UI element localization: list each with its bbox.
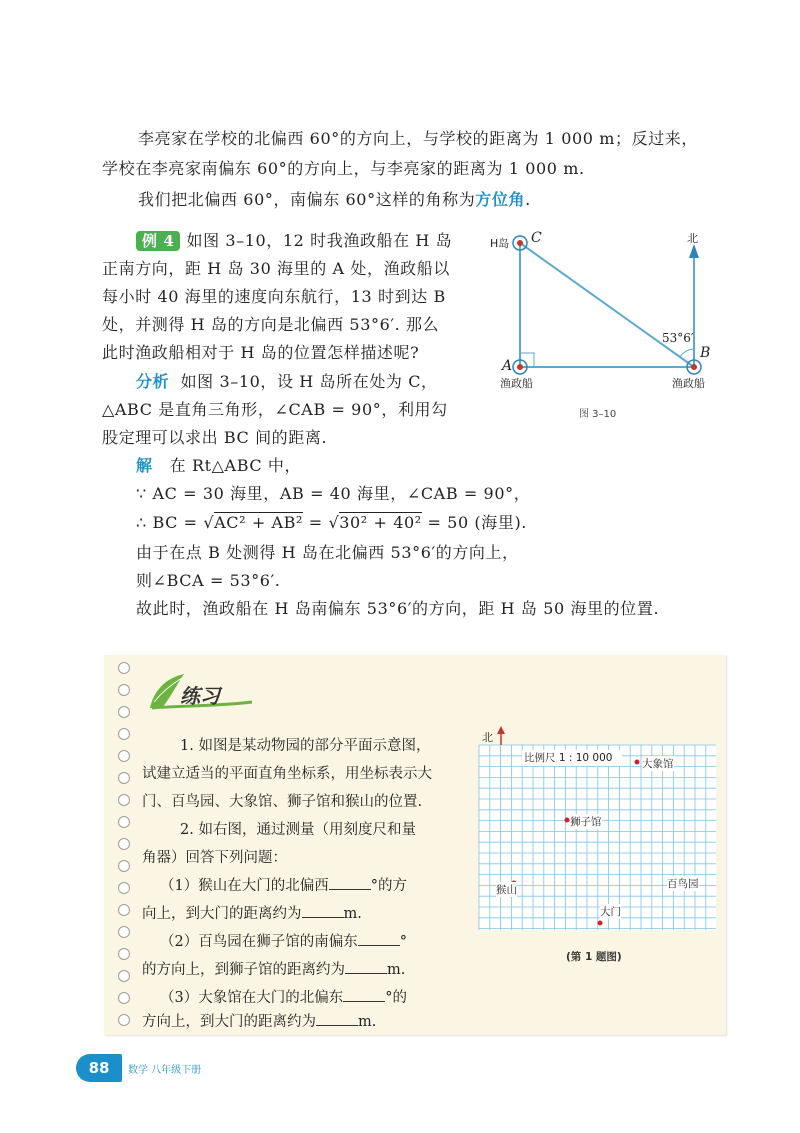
term-bearing-angle: 方位角	[475, 190, 526, 209]
binding-ring	[118, 706, 130, 718]
practice-title: 练习	[180, 684, 220, 708]
analysis-line-3: 股定理可以求出 BC 间的距离.	[102, 428, 328, 447]
north-arrow-icon	[497, 726, 505, 734]
q2-part2-text: （2）百鸟园在狮子馆的南偏东	[160, 934, 358, 950]
binding-ring	[118, 662, 130, 674]
example-line-3: 每小时 40 海里的速度向东航行，13 时到达 B	[102, 287, 446, 306]
intro-line-3-text: 我们把北偏西 60°，南偏东 60°这样的角称为	[138, 190, 476, 209]
intro-line-3	[138, 189, 531, 211]
binding-ring	[118, 904, 130, 916]
label-c: C	[531, 230, 542, 246]
example-line-2: 正南方向，距 H 岛 30 海里的 A 处，渔政船以	[102, 259, 450, 278]
q2-line-1: 2. 如右图，通过测量（用刻度尺和量	[180, 822, 416, 838]
binding-ring	[118, 970, 130, 982]
map-scale: 比例尺 1 : 10 000	[524, 752, 613, 764]
map-north-label: 北	[482, 731, 493, 744]
book-title: 数学 八年级下册	[128, 1065, 202, 1076]
answer-blank[interactable]	[358, 931, 400, 946]
intro-line-3-end: .	[525, 190, 531, 209]
q2-part3-line-2	[142, 1011, 376, 1033]
analysis-line-2: △ABC 是直角三角形，∠CAB = 90°，利用勾	[102, 400, 448, 419]
label-elephant-hall: 大象馆	[642, 758, 674, 770]
solution-3-mid: =	[303, 513, 329, 532]
point-b	[691, 364, 697, 370]
q2-part1-unit: °的方	[370, 878, 407, 894]
analysis-text-1: 如图 3–10，设 H 岛所在处为 C，	[180, 372, 438, 391]
q2-part1-unit-2: m.	[343, 906, 362, 922]
q2-part2-line-2	[142, 959, 405, 981]
analysis-line-1	[136, 371, 438, 393]
solution-line-1	[136, 455, 301, 477]
binding-ring	[118, 750, 130, 762]
example-badge: 例 4	[136, 231, 180, 251]
binding-ring	[118, 882, 130, 894]
answer-blank[interactable]	[345, 959, 387, 974]
analysis-label: 分析	[136, 372, 170, 391]
binding-ring	[118, 728, 130, 740]
label-angle: 53°6′	[662, 331, 694, 345]
q2-part2-unit: °	[399, 934, 407, 950]
sqrt-sign-1: √	[203, 513, 215, 532]
radicand-2: 30² + 40²	[339, 513, 422, 532]
binding-ring	[118, 816, 130, 828]
q1-line-3: 门、百鸟园、大象馆、狮子馆和猴山的位置.	[142, 794, 423, 810]
q2-part1-line-1	[160, 875, 407, 897]
binding-ring	[118, 1014, 130, 1026]
q2-part3-unit-2: m.	[358, 1014, 377, 1030]
label-boat-b: 渔政船	[672, 377, 705, 390]
example-text-1: 如图 3–10，12 时我渔政船在 H 岛	[186, 231, 453, 250]
point-elephant	[635, 760, 640, 765]
page-number: 88	[76, 1054, 122, 1082]
binding-ring	[118, 838, 130, 850]
q2-part1-line-2	[142, 903, 362, 925]
radicand-1: AC² + AB²	[214, 513, 304, 532]
q2-part2-line-1	[160, 931, 407, 953]
binding-ring	[118, 684, 130, 696]
label-main-gate: 大门	[600, 906, 621, 918]
solution-text-1: 在 Rt△ABC 中，	[169, 456, 302, 475]
binding-ring	[118, 860, 130, 872]
segment-bc	[520, 243, 694, 367]
solution-3-post: = 50 (海里).	[421, 513, 527, 532]
solution-label: 解	[136, 456, 153, 475]
label-a: A	[502, 358, 513, 374]
q1-line-1: 1. 如图是某动物园的部分平面示意图，	[180, 738, 431, 754]
point-gate	[598, 921, 603, 926]
q2-part3-text-2: 方向上，到大门的距离约为	[142, 1014, 316, 1030]
q2-part2-unit-2: m.	[387, 962, 406, 978]
q2-part3-line-1	[160, 987, 407, 1009]
figure-3-10	[484, 222, 724, 427]
q2-part1-text-2: 向上，到大门的距离约为	[142, 906, 302, 922]
solution-3-pre: ∴ BC =	[136, 513, 204, 532]
solution-line-6: 故此时，渔政船在 H 岛南偏东 53°6′的方向，距 H 岛 50 海里的位置.	[136, 599, 660, 618]
q2-part3-unit: °的	[385, 990, 407, 1006]
q2-line-2: 角器）回答下列问题：	[142, 850, 287, 866]
answer-blank[interactable]	[316, 1011, 358, 1026]
label-north-fig: 北	[687, 232, 698, 245]
q2-part2-text-2: 的方向上，到狮子馆的距离约为	[142, 962, 345, 978]
q2-part1-text: （1）猴山在大门的北偏西	[160, 878, 329, 894]
binding-ring	[118, 948, 130, 960]
label-h-island: H岛	[490, 237, 510, 250]
angle-arc-b	[680, 349, 694, 357]
point-lion	[565, 818, 570, 823]
solution-line-2: ∵ AC = 30 海里，AB = 40 海里，∠CAB = 90°，	[136, 484, 531, 503]
label-b: B	[700, 345, 711, 361]
intro-line-1: 李亮家在学校的北偏西 60°的方向上，与学校的距离为 1 000 m；反过来，	[138, 129, 698, 148]
solution-line-5: 则∠BCA = 53°6′.	[136, 571, 281, 590]
answer-blank[interactable]	[329, 875, 371, 890]
label-boat-a: 渔政船	[500, 377, 533, 390]
intro-line-2: 学校在李亮家南偏东 60°的方向上，与李亮家的距离为 1 000 m.	[102, 159, 585, 178]
solution-line-3	[136, 512, 527, 534]
answer-blank[interactable]	[343, 987, 385, 1002]
binding-ring	[118, 794, 130, 806]
label-monkey-hill: 猴山	[496, 884, 517, 896]
figure-caption: 图 3–10	[579, 409, 617, 420]
example-line-5: 此时渔政船相对于 H 岛的位置怎样描述呢?	[102, 343, 420, 362]
sqrt-sign-2: √	[328, 513, 340, 532]
binding-ring	[118, 926, 130, 938]
solution-line-4: 由于在点 B 处测得 H 岛在北偏西 53°6′的方向上，	[136, 543, 519, 562]
binding-ring	[118, 772, 130, 784]
map-caption: (第 1 题图)	[566, 951, 622, 963]
q1-line-2: 试建立适当的平面直角坐标系，用坐标表示大	[142, 766, 432, 782]
example-line-4: 处，并测得 H 岛的方向是北偏西 53°6′. 那么	[102, 315, 440, 334]
label-lion-hall: 狮子馆	[570, 816, 602, 828]
q2-part3-text: （3）大象馆在大门的北偏东	[160, 990, 344, 1006]
example-4-line-1	[136, 230, 452, 252]
point-a	[517, 364, 523, 370]
label-bird-garden: 百鸟园	[667, 878, 699, 890]
north-arrow-icon	[689, 244, 699, 258]
point-c	[517, 240, 523, 246]
binding-ring	[118, 992, 130, 1004]
answer-blank[interactable]	[302, 903, 344, 918]
